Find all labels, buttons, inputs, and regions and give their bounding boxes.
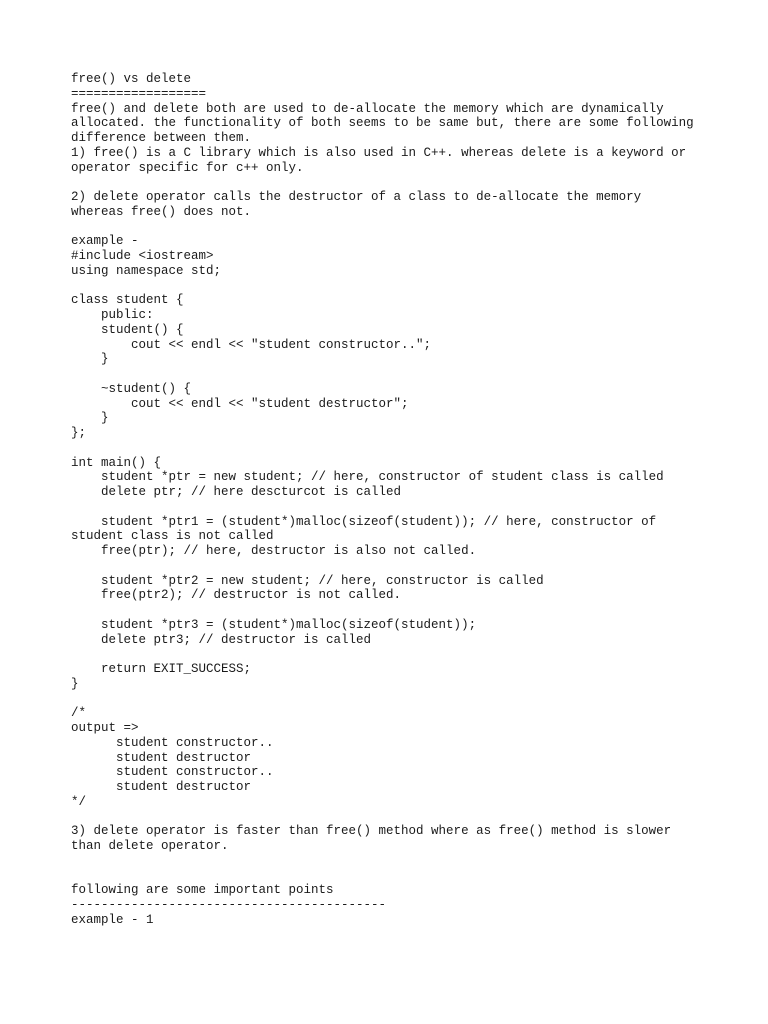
doc-line: } — [71, 676, 79, 691]
doc-line: ~student() { — [71, 381, 192, 396]
doc-line: /* — [71, 706, 87, 721]
doc-line — [71, 367, 751, 382]
doc-line: student constructor.. — [71, 735, 274, 750]
document-page — [71, 72, 751, 928]
doc-line: free(ptr2); // destructor is not called. — [71, 588, 402, 603]
doc-line: student destructor — [71, 780, 252, 794]
doc-line — [71, 810, 751, 825]
doc-line: #include <iostream> — [71, 249, 214, 263]
doc-line: free() and delete both are used to de-allocate the memory which are dynamically — [71, 101, 664, 116]
doc-line: allocated. the functionality of both seems to be same but, there are some following — [71, 116, 694, 131]
doc-line: difference between them. — [71, 131, 252, 145]
doc-line: output => — [71, 721, 139, 735]
doc-line: than delete operator. — [71, 839, 229, 853]
doc-line: student destructor — [71, 750, 252, 765]
doc-line: free(ptr); // here, destructor is also not called. — [71, 544, 477, 558]
doc-line: 3) delete operator is faster than free() method where as free() method is slower — [71, 824, 672, 839]
doc-line: cout << endl << "student constructor.."; — [71, 337, 432, 352]
doc-line: student() { — [71, 322, 184, 337]
doc-line — [71, 441, 751, 456]
doc-line: } — [71, 411, 109, 426]
doc-line — [71, 854, 751, 869]
doc-line: student constructor.. — [71, 765, 274, 780]
doc-line: return EXIT_SUCCESS; — [71, 662, 252, 676]
doc-line: delete ptr3; // destructor is called — [71, 632, 372, 647]
doc-line: student *ptr3 = (student*)malloc(sizeof(student)); — [71, 617, 477, 632]
doc-line: free() vs delete — [71, 72, 192, 86]
doc-line: */ — [71, 794, 87, 809]
doc-line: class student { — [71, 293, 184, 308]
doc-line: cout << endl << "student destructor"; — [71, 396, 409, 411]
doc-line — [71, 279, 751, 294]
doc-line — [71, 500, 751, 515]
doc-line: example - 1 — [71, 912, 154, 927]
doc-line: int main() { — [71, 455, 162, 470]
doc-line: ================== — [71, 86, 207, 101]
doc-line: student class is not called — [71, 529, 274, 544]
doc-line — [71, 559, 751, 574]
doc-line: operator specific for c++ only. — [71, 160, 304, 175]
doc-line — [71, 175, 751, 190]
doc-line: whereas free() does not. — [71, 204, 252, 219]
doc-line: example - — [71, 234, 139, 249]
doc-line — [71, 220, 751, 235]
doc-line: public: — [71, 308, 154, 322]
doc-line: }; — [71, 426, 87, 440]
doc-line — [71, 869, 751, 884]
doc-line: student *ptr2 = new student; // here, constructor is called — [71, 573, 544, 588]
doc-line: 2) delete operator calls the destructor of a class to de-allocate the memory — [71, 190, 642, 204]
doc-line: 1) free() is a C library which is also used in C++. whereas delete is a keyword or — [71, 145, 687, 160]
doc-line: student *ptr = new student; // here, constructor of student class is called — [71, 470, 664, 485]
doc-line — [71, 603, 751, 618]
doc-line: student *ptr1 = (student*)malloc(sizeof(student)); // here, constructor of — [71, 514, 657, 529]
doc-line: following are some important points — [71, 883, 334, 898]
doc-line: delete ptr; // here descturcot is called — [71, 485, 402, 499]
doc-line: } — [71, 352, 109, 367]
doc-line — [71, 692, 751, 707]
doc-line: ------------------------------------------ — [71, 898, 387, 912]
doc-line: using namespace std; — [71, 263, 222, 278]
doc-line — [71, 647, 751, 662]
